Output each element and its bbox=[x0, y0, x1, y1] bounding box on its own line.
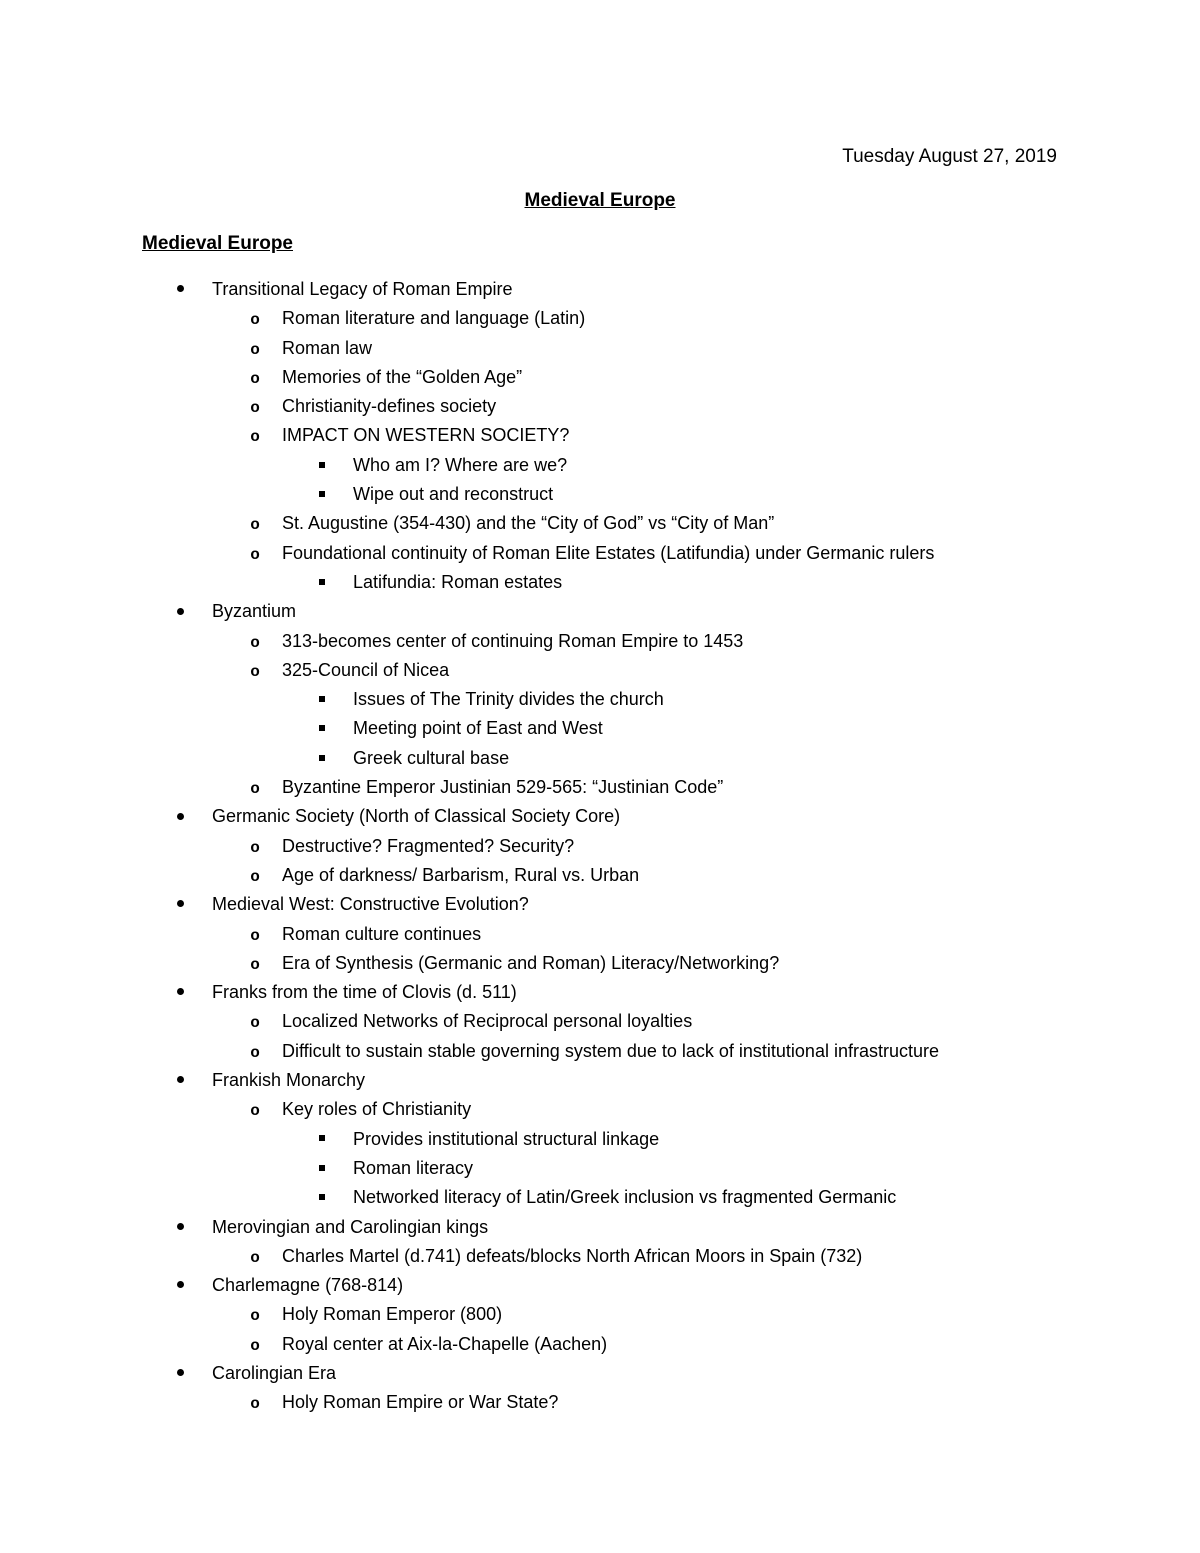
outline-item-text: Charles Martel (d.741) defeats/blocks North African Moors in Spain (732) bbox=[282, 1245, 863, 1266]
letter-o-bullet-icon: o bbox=[250, 369, 260, 388]
outline-item-level-2 bbox=[0, 921, 1200, 950]
letter-o-bullet-icon: o bbox=[250, 1043, 260, 1062]
outline-item-text: Franks from the time of Clovis (d. 511) bbox=[212, 982, 517, 1003]
outline-item-text: Royal center at Aix-la-Chapelle (Aachen) bbox=[282, 1333, 608, 1354]
section-heading: Medieval Europe bbox=[142, 233, 293, 254]
filled-circle-bullet-icon bbox=[170, 1360, 190, 1386]
outline-item-text: Foundational continuity of Roman Elite Estates (Latifundia) under Germanic rulers bbox=[282, 542, 935, 563]
outline-item-text: Byzantium bbox=[212, 601, 297, 622]
outline-item-text: Who am I? Where are we? bbox=[353, 454, 568, 475]
outline-item-level-1 bbox=[0, 1360, 1200, 1389]
outline-item-text: Localized Networks of Reciprocal personal loyalties bbox=[282, 1011, 693, 1032]
filled-square-bullet-icon bbox=[312, 1155, 332, 1181]
outline-item-text: IMPACT ON WESTERN SOCIETY? bbox=[282, 425, 570, 446]
letter-o-bullet-icon: o bbox=[250, 926, 260, 945]
outline-item-level-2 bbox=[0, 1389, 1200, 1418]
letter-o-bullet-icon: o bbox=[250, 780, 260, 799]
outline-item-text: Frankish Monarchy bbox=[212, 1070, 366, 1091]
letter-o-bullet-icon: o bbox=[250, 1102, 260, 1121]
filled-square-bullet-icon bbox=[312, 745, 332, 771]
filled-square-bullet-icon bbox=[312, 686, 332, 712]
filled-square-bullet-icon bbox=[312, 1184, 332, 1210]
letter-o-bullet-icon: o bbox=[250, 428, 260, 447]
outline-item-level-2 bbox=[0, 1008, 1200, 1037]
outline-item-level-2 bbox=[0, 364, 1200, 393]
letter-o-bullet-icon: o bbox=[250, 838, 260, 857]
outline-item-level-2 bbox=[0, 628, 1200, 657]
outline-item-level-2 bbox=[0, 1243, 1200, 1272]
outline-item-text: Issues of The Trinity divides the church bbox=[353, 689, 664, 710]
outline-item-level-2 bbox=[0, 657, 1200, 686]
letter-o-bullet-icon: o bbox=[250, 340, 260, 359]
outline-item-text: Transitional Legacy of Roman Empire bbox=[212, 279, 513, 299]
outline-item-level-3 bbox=[0, 745, 1200, 774]
letter-o-bullet-icon: o bbox=[250, 867, 260, 886]
filled-square-bullet-icon bbox=[312, 481, 332, 507]
outline-item-level-2 bbox=[0, 774, 1200, 803]
outline-item-text: Greek cultural base bbox=[353, 747, 510, 768]
outline-item-level-3 bbox=[0, 1126, 1200, 1155]
filled-circle-bullet-icon bbox=[170, 276, 190, 302]
outline-item-level-2 bbox=[0, 1331, 1200, 1360]
filled-square-bullet-icon bbox=[312, 1126, 332, 1152]
outline-item-level-2 bbox=[0, 1096, 1200, 1125]
outline-item-level-2 bbox=[0, 335, 1200, 364]
outline-item-text: Merovingian and Carolingian kings bbox=[212, 1216, 489, 1237]
letter-o-bullet-icon: o bbox=[250, 1395, 260, 1414]
outline-item-level-2 bbox=[0, 510, 1200, 539]
outline-item-level-1 bbox=[0, 1214, 1200, 1243]
filled-circle-bullet-icon bbox=[170, 1214, 190, 1240]
filled-circle-bullet-icon bbox=[170, 891, 190, 917]
outline-item-text: Roman literacy bbox=[353, 1157, 474, 1178]
outline-item-text: Christianity-defines society bbox=[282, 396, 497, 417]
filled-circle-bullet-icon bbox=[170, 598, 190, 624]
outline-item-text: Key roles of Christianity bbox=[282, 1099, 472, 1120]
outline-item-text: Memories of the “Golden Age” bbox=[282, 366, 523, 387]
outline-item-text: Byzantine Emperor Justinian 529-565: “Justinian Code” bbox=[282, 777, 724, 798]
outline-item-level-2 bbox=[0, 393, 1200, 422]
outline-item-level-2 bbox=[0, 305, 1200, 334]
document-date: Tuesday August 27, 2019 bbox=[842, 146, 1057, 167]
outline-item-text: 313-becomes center of continuing Roman Empire to 1453 bbox=[282, 630, 744, 651]
letter-o-bullet-icon: o bbox=[250, 311, 260, 330]
letter-o-bullet-icon: o bbox=[250, 516, 260, 535]
filled-circle-bullet-icon bbox=[170, 979, 190, 1005]
outline-item-text: Latifundia: Roman estates bbox=[353, 571, 563, 592]
filled-circle-bullet-icon bbox=[170, 1272, 190, 1298]
outline-item-level-1 bbox=[0, 803, 1200, 832]
outline-item-level-2 bbox=[0, 833, 1200, 862]
letter-o-bullet-icon: o bbox=[250, 399, 260, 418]
outline-item-text: Provides institutional structural linkage bbox=[353, 1128, 660, 1149]
outline-item-level-3 bbox=[0, 569, 1200, 598]
outline-item-level-3 bbox=[0, 686, 1200, 715]
outline-item-text: St. Augustine (354-430) and the “City of God” vs “City of Man” bbox=[282, 513, 775, 534]
filled-square-bullet-icon bbox=[312, 715, 332, 741]
outline-item-level-2 bbox=[0, 1038, 1200, 1067]
letter-o-bullet-icon: o bbox=[250, 633, 260, 652]
letter-o-bullet-icon: o bbox=[250, 1248, 260, 1267]
letter-o-bullet-icon: o bbox=[250, 955, 260, 974]
outline-item-level-1 bbox=[0, 1067, 1200, 1096]
outline-item-level-2 bbox=[0, 862, 1200, 891]
outline-item-level-2 bbox=[0, 1301, 1200, 1330]
outline-item-text: Roman culture continues bbox=[282, 923, 482, 944]
outline-item-level-1 bbox=[0, 598, 1200, 627]
outline-item-level-3 bbox=[0, 715, 1200, 744]
outline-item-level-1 bbox=[0, 891, 1200, 920]
outline-item-text: Wipe out and reconstruct bbox=[353, 484, 554, 505]
outline-item-text: Destructive? Fragmented? Security? bbox=[282, 835, 575, 856]
outline-item-text: Holy Roman Empire or War State? bbox=[282, 1392, 559, 1413]
filled-square-bullet-icon bbox=[312, 452, 332, 478]
outline-item-level-2 bbox=[0, 950, 1200, 979]
filled-square-bullet-icon bbox=[312, 569, 332, 595]
outline-item-level-2 bbox=[0, 422, 1200, 451]
outline-item-text: Roman law bbox=[282, 337, 373, 358]
letter-o-bullet-icon: o bbox=[250, 1307, 260, 1326]
letter-o-bullet-icon: o bbox=[250, 1336, 260, 1355]
outline-item-text: Germanic Society (North of Classical Society Core) bbox=[212, 806, 621, 827]
document-title: Medieval Europe bbox=[524, 190, 676, 211]
outline-item-level-1 bbox=[0, 979, 1200, 1008]
letter-o-bullet-icon: o bbox=[250, 545, 260, 564]
outline-item-text: Holy Roman Emperor (800) bbox=[282, 1304, 503, 1325]
outline-item-level-3 bbox=[0, 452, 1200, 481]
outline-item-text: Charlemagne (768-814) bbox=[212, 1275, 404, 1296]
outline-item-level-1 bbox=[0, 276, 1200, 305]
outline-item-level-3 bbox=[0, 1155, 1200, 1184]
outline-item-text: Meeting point of East and West bbox=[353, 718, 603, 739]
outline-item-level-3 bbox=[0, 481, 1200, 510]
outline-item-text: 325-Council of Nicea bbox=[282, 659, 450, 680]
outline-item-level-2 bbox=[0, 540, 1200, 569]
outline-item-text: Carolingian Era bbox=[212, 1362, 337, 1383]
outline-item-text: Roman literature and language (Latin) bbox=[282, 308, 586, 329]
outline-item-text: Era of Synthesis (Germanic and Roman) Literacy/Networking? bbox=[282, 952, 780, 973]
outline-item-level-1 bbox=[0, 1272, 1200, 1301]
letter-o-bullet-icon: o bbox=[250, 1014, 260, 1033]
filled-circle-bullet-icon bbox=[170, 803, 190, 829]
outline-list bbox=[0, 276, 1200, 1419]
letter-o-bullet-icon: o bbox=[250, 662, 260, 681]
outline-item-level-3 bbox=[0, 1184, 1200, 1213]
outline-item-text: Difficult to sustain stable governing system due to lack of institutional infrastructure bbox=[282, 1040, 939, 1061]
outline-item-text: Age of darkness/ Barbarism, Rural vs. Urban bbox=[282, 864, 640, 885]
filled-circle-bullet-icon bbox=[170, 1067, 190, 1093]
outline-item-text: Networked literacy of Latin/Greek inclusion vs fragmented Germanic bbox=[353, 1187, 897, 1208]
outline-item-text: Medieval West: Constructive Evolution? bbox=[212, 894, 529, 915]
